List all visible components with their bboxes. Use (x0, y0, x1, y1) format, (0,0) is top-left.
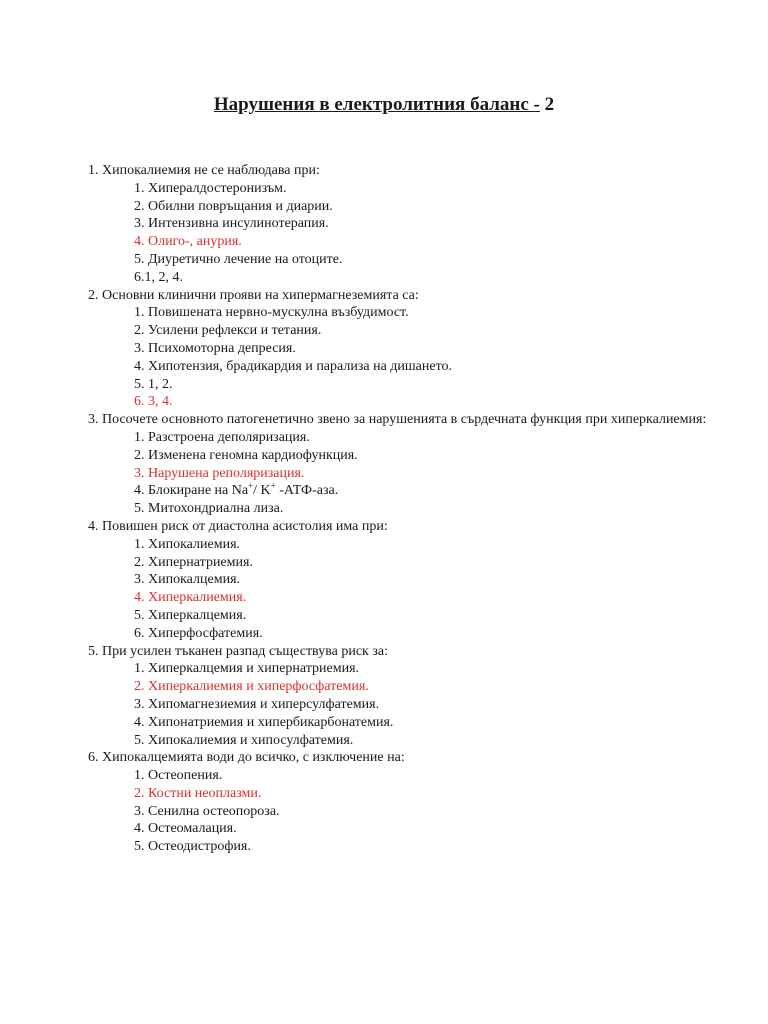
answer-option-correct: 2. Костни неоплазми. (134, 785, 262, 801)
answer-list (88, 180, 728, 287)
answer-option: 1. Повишената нервно-мускулна възбудимост. (134, 305, 409, 321)
question-text: 1. Хипокалиемия не се наблюдава при: (88, 163, 320, 178)
answer-option-correct: 4. Хиперкалиемия. (134, 590, 247, 606)
answer-list (88, 660, 728, 749)
answer-option: 3. Хипомагнезиемия и хиперсулфатемия. (134, 696, 380, 712)
title-separator: - (533, 94, 540, 115)
answer-option: 1. Остеопения. (134, 768, 223, 784)
answer-option: 3. Интензивна инсулинотерапия. (134, 216, 329, 232)
question-item (88, 411, 728, 518)
answer-option: 4. Хипотензия, брадикардия и парализа на дишането. (134, 358, 453, 374)
question-item (88, 162, 728, 287)
answer-list (88, 429, 728, 518)
answer-option: 1. Хиперкалцемия и хипернатриемия. (134, 661, 360, 677)
question-text: 5. При усилен тъканен разпад съществува риск за: (88, 643, 388, 659)
question-text: 2. Основни клинични прояви на хипермагнеземията са: (88, 287, 419, 303)
title-wrap (214, 93, 554, 117)
page-title (0, 93, 768, 117)
answer-option: 5. Митохондриална лиза. (134, 501, 284, 517)
answer-option-correct: 4. Олиго-, анурия. (134, 234, 242, 250)
question-text: 4. Повишен риск от диастолна асистолия има при: (88, 518, 388, 534)
answer-list (88, 536, 728, 643)
answer-option: 3. Психомоторна депресия. (134, 340, 296, 356)
answer-option: 5. Остеодистрофия. (134, 839, 251, 855)
answer-option: 6.1, 2, 4. (134, 269, 183, 285)
superscript: + (270, 480, 276, 491)
title-number: 2 (539, 94, 555, 115)
answer-option (88, 482, 728, 500)
answer-option: 4. Хипонатриемия и хипербикарбонатемия. (134, 714, 394, 730)
answer-option: 2. Усилени рефлекси и тетания. (134, 323, 322, 339)
question-item (88, 518, 728, 643)
superscript: + (248, 480, 254, 491)
answer-list (88, 767, 728, 856)
answer-option: 2. Хипернатриемия. (134, 554, 253, 570)
answer-option-correct: 6. 3, 4. (134, 394, 173, 410)
answer-option: 2. Изменена геномна кардиофункция. (134, 447, 358, 463)
question-text: 6. Хипокалцемията води до всичко, с изключение на: (88, 750, 405, 766)
answer-option: 3. Сенилна остеопороза. (134, 803, 280, 819)
title-main: Нарушения в електролитния баланс (213, 94, 534, 115)
answer-option: 1. Хипокалиемия. (134, 536, 241, 552)
question-item (88, 749, 728, 856)
answer-text-part: -АТФ-аза. (275, 483, 339, 499)
answer-list (88, 304, 728, 411)
answer-option: 2. Обилни повръщания и диарии. (134, 198, 333, 214)
answer-option: 1. Хипералдостеронизъм. (134, 180, 287, 196)
answer-option: 3. Хипокалцемия. (134, 572, 241, 588)
question-item (88, 287, 728, 412)
answer-option: 6. Хиперфосфатемия. (134, 625, 263, 641)
answer-text-part: 4. Блокиране на Na (134, 483, 249, 499)
answer-option: 4. Остеомалация. (134, 821, 237, 837)
answer-option: 5. Диуретично лечение на отоците. (134, 251, 343, 267)
answer-text-part: / K (253, 483, 271, 499)
answer-option: 5. Хиперкалцемия. (134, 607, 247, 623)
question-text: 3. Посочете основното патогенетично звено за нарушенията в сърдечната функция при хиперкалиемия: (88, 412, 707, 428)
answer-option: 5. Хипокалиемия и хипосулфатемия. (134, 732, 354, 748)
answer-option-correct: 3. Нарушена реполяризация. (134, 465, 305, 481)
question-item (88, 643, 728, 750)
question-list (88, 162, 728, 856)
answer-option: 5. 1, 2. (134, 376, 173, 392)
answer-option: 1. Разстроена деполяризация. (134, 429, 310, 445)
answer-option-correct: 2. Хиперкалиемия и хиперфосфатемия. (134, 679, 369, 695)
